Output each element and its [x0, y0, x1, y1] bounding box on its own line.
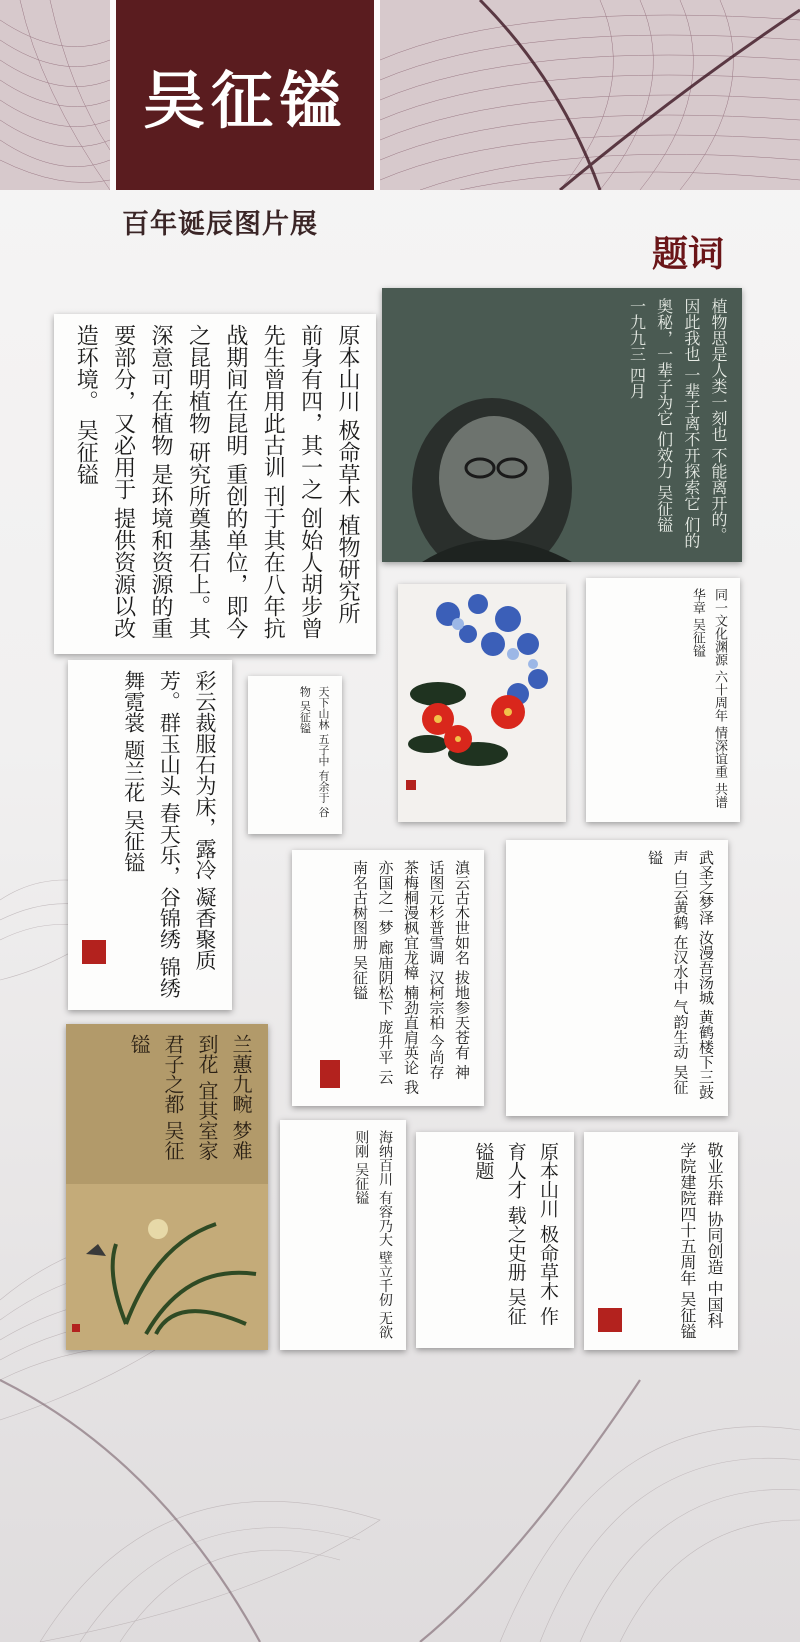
calligraphy-text-8: 兰蕙九畹 梦难到花 宜其室家 君子之都 吴征镒 — [127, 1034, 253, 1161]
calligraphy-card-7 — [506, 840, 728, 1116]
red-seal — [320, 1060, 340, 1088]
calligraphy-card-11 — [584, 1132, 738, 1350]
portrait-photo-card — [382, 288, 742, 562]
calligraphy-text-9: 海纳百川 有容乃大 壁立千仞 无欲则刚 吴征镒 — [353, 1130, 393, 1340]
calligraphy-card-5 — [586, 578, 740, 822]
calligraphy-text-3: 彩云裁服石为床，露冷 凝香聚质芳。群玉山头 春天乐，谷锦绣 锦绣舞霓裳 题兰花 吴征镒 — [121, 670, 217, 999]
calligraphy-card-9 — [280, 1120, 406, 1350]
calligraphy-text-10: 原本山川 极命草木 作育人才 载之史册 吴征镒题 — [472, 1142, 559, 1326]
photo-inscription: 植物思是人类一刻也 不能离开的。因此我也 一辈子离不开探索它 们的奥秘，一辈子为它 们效力 吴征镒 一九九三 四月 — [627, 298, 728, 549]
calligraphy-text-6: 滇云古木世如名 拔地参天苍有 神 话图元杉普雪调 汉柯宗柏 今尚存 茶梅桐漫枫宜龙樟 楠劲直肩英论 我亦国之一梦 廊庙阴松下 庞升平 云南名古树图册 吴征镒 — [351, 860, 471, 1095]
page-subtitle: 百年诞辰图片展 — [122, 209, 318, 240]
calligraphy-card-10 — [416, 1132, 574, 1348]
flower-painting-card — [398, 584, 566, 822]
calligraphy-card-6 — [292, 850, 484, 1106]
orchid-painting-card — [66, 1024, 268, 1350]
calligraphy-text-5: 同一文化渊源 六十周年 情深谊重 共谱华章 吴征镒 — [689, 588, 727, 809]
calligraphy-card-3 — [68, 660, 232, 1010]
red-seal — [82, 940, 106, 964]
flower-painting — [398, 584, 566, 822]
calligraphy-text-7: 武圣之梦泽 汝漫吾汤城 黄鹤楼下三鼓声 白云黄鹤 在汉水中 气韵生动 吴征镒 — [646, 850, 715, 1100]
calligraphy-text-4: 天下山林 五子中 有余于 谷物 吴征镒 — [298, 686, 330, 818]
calligraphy-card-1 — [54, 314, 376, 654]
calligraphy-card-4 — [248, 676, 342, 834]
calligraphy-text-11: 敬业乐群 协同创造 中国科学院建院四十五周年 吴征镒 — [677, 1142, 724, 1340]
section-label: 题词 — [652, 234, 725, 275]
calligraphy-text-1: 原本山川 极命草木 植物研究所前身有四，其一之 创始人胡步曾先生曾用此古训 刊于其在八年抗战期间在昆明 重创的单位，即今之昆明植物 研究所奠基石上。其深意可在植物 是环境和资源的重要部分，又必用于 提供资源以改造环境。 吴征镒 — [73, 324, 360, 639]
title-block — [116, 0, 374, 190]
red-seal — [598, 1308, 622, 1332]
page-title: 吴征镒 — [142, 63, 347, 137]
